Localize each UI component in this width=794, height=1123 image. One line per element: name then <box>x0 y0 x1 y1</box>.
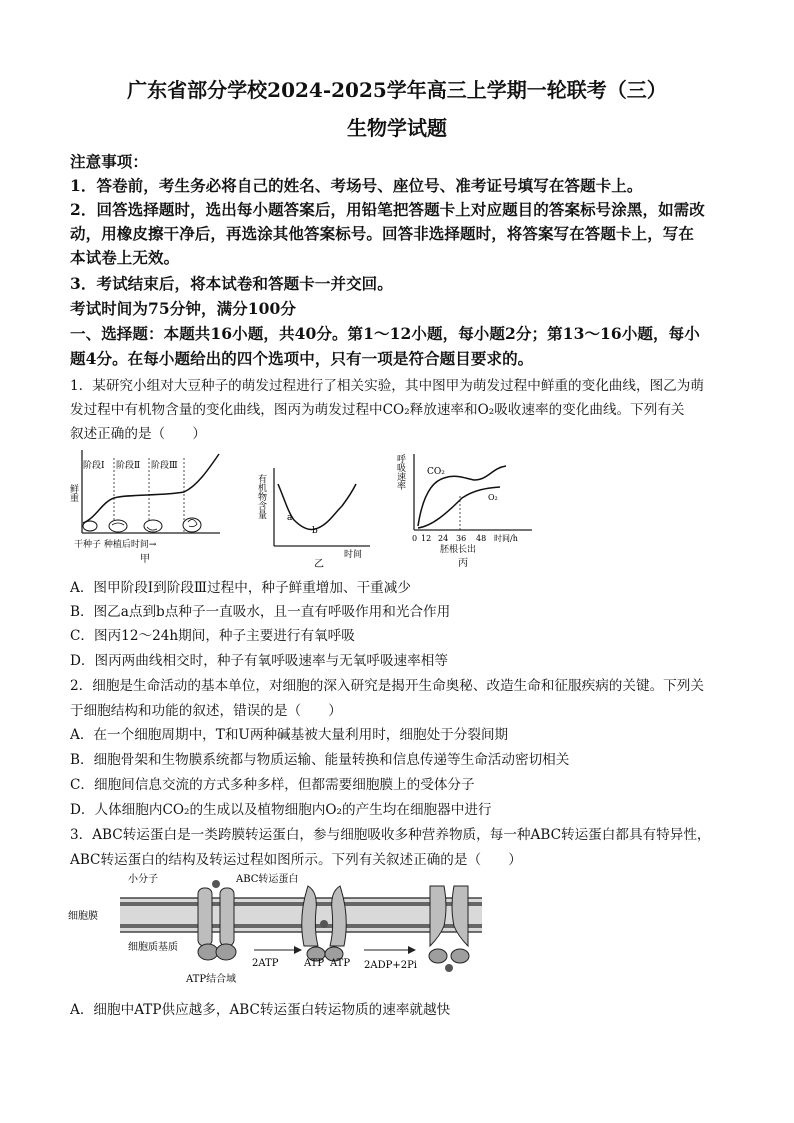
q2-option-c: C．细胞间信息交流的方式多种多样，但都需要细胞膜上的受体分子 <box>70 777 475 793</box>
x-axis-label: 干种子 种植后时间→ <box>74 540 157 550</box>
atp-binding-domain-label: ATP结合域 <box>186 974 237 985</box>
y-axis-label: 有机物含量 <box>256 474 266 519</box>
q2-stem-2: 于细胞结构和功能的叙述，错误的是（ ） <box>70 703 342 719</box>
y-axis-label: 鲜重 <box>68 484 78 502</box>
point-b-label: b <box>312 526 318 536</box>
q1-stem-1: 1．某研究小组对大豆种子的萌发过程进行了相关实验，其中图甲为萌发过程中鲜重的变化曲线，图乙为萌 <box>70 378 704 394</box>
abc-transporter-label: ABC转运蛋白 <box>236 874 299 885</box>
section-1-line-1: 一、选择题：本题共16小题，共40分。第1～12小题，每小题2分；第13～16小题，每小 <box>70 324 700 343</box>
notice-item-3: 3．考试结束后，将本试卷和答题卡一并交回。 <box>70 274 393 293</box>
x-axis-label: 时间 <box>344 550 363 560</box>
q2-option-a: A．在一个细胞周期中，T和U两种碱基被大量利用时，细胞处于分裂间期 <box>70 727 509 743</box>
q1-option-d: D．图丙两曲线相交时，种子有氧呼吸速率与无氧呼吸速率相等 <box>70 653 448 669</box>
atp-a-label: ATP <box>304 958 325 969</box>
q2-stem-1: 2．细胞是生命活动的基本单位，对细胞的深入研究是揭开生命奥秘、改造生命和征服疾病的关键。下列关 <box>70 678 704 694</box>
notice-heading: 注意事项： <box>70 152 149 171</box>
tick-48: 48 <box>476 534 487 543</box>
tick-36: 36 <box>456 534 467 543</box>
section-1-line-2: 题4分。在每小题给出的四个选项中，只有一项是符合题目要求的。 <box>70 349 534 368</box>
transporter-state-2 <box>302 886 347 961</box>
adp-label: 2ADP+2Pi <box>364 960 417 971</box>
co2-label: CO₂ <box>427 467 445 477</box>
stage-2-label: 阶段Ⅱ <box>116 461 141 471</box>
tick-12: 12 <box>421 534 432 543</box>
notice-item-2-cont: 动，用橡皮擦干净后，再选涂其他答案标号。回答非选择题时，将答案写在答题卡上，写在 <box>70 224 695 243</box>
tick-0: 0 <box>412 534 418 543</box>
q1-option-b: B．图乙a点到b点种子一直吸水，且一直有呼吸作用和光合作用 <box>70 604 451 620</box>
y-axis-label: 呼吸速率 <box>395 454 405 490</box>
exam-time: 考试时间为75分钟，满分100分 <box>70 299 297 318</box>
exam-subtitle: 生物学试题 <box>347 116 447 140</box>
figure-abc-transporter <box>68 868 488 988</box>
q3-stem-2: ABC转运蛋白的结构及转运过程如图所示。下列有关叙述正确的是（ ） <box>70 852 522 868</box>
figure-caption-yi: 乙 <box>314 559 324 570</box>
o2-label: O₂ <box>488 493 498 502</box>
q2-option-d: D．人体细胞内CO₂的生成以及植物细胞内O₂的产生均在细胞器中进行 <box>70 802 492 818</box>
q1-option-a: A．图甲阶段Ⅰ到阶段Ⅲ过程中，种子鲜重增加、干重减少 <box>70 580 411 596</box>
atp-2-label: 2ATP <box>252 958 279 969</box>
q1-option-c: C．图丙12～24h期间，种子主要进行有氧呼吸 <box>70 628 355 644</box>
small-molecule-label: 小分子 <box>128 874 158 885</box>
membrane-label: 细胞膜 <box>68 911 98 922</box>
notice-item-1: 1．答卷前，考生务必将自己的姓名、考场号、座位号、准考证号填写在答题卡上。 <box>70 176 643 195</box>
notice-item-2: 2．回答选择题时，选出每小题答案后，用铅笔把答题卡上对应题目的答案标号涂黑，如需改 <box>70 200 705 219</box>
q2-option-b: B．细胞骨架和生物膜系统都与物质运输、能量转换和信息传递等生命活动密切相关 <box>70 752 570 768</box>
q1-stem-2: 发过程中有机物含量的变化曲线，图丙为萌发过程中CO₂释放速率和O₂吸收速率的变化曲线。下列有关 <box>70 402 685 418</box>
tick-24: 24 <box>438 534 449 543</box>
figure-bing-respiration-rate <box>396 450 536 572</box>
notice-item-2-end: 本试卷上无效。 <box>70 248 180 267</box>
stage-3-label: 阶段Ⅲ <box>151 461 178 471</box>
radicle-note: 胚根长出 <box>440 545 477 555</box>
figure-yi-organic-content <box>258 462 378 570</box>
q1-stem-3: 叙述正确的是（ ） <box>70 426 206 442</box>
q3-option-a: A．细胞中ATP供应越多，ABC转运蛋白转运物质的速率就越快 <box>70 1002 451 1018</box>
figure-caption-jia: 甲 <box>140 554 150 565</box>
exam-title: 广东省部分学校2024-2025学年高三上学期一轮联考（三） <box>127 78 667 102</box>
point-a-label: a <box>287 513 293 523</box>
q3-stem-1: 3．ABC转运蛋白是一类跨膜转运蛋白，参与细胞吸收多种营养物质，每一种ABC转运蛋白都具有特异性， <box>70 827 711 843</box>
figure-jia-fresh-weight <box>68 448 222 570</box>
atp-b-label: ATP <box>330 958 351 969</box>
x-axis-label: 时间/h <box>494 534 518 543</box>
figure-caption-bing: 丙 <box>458 558 468 569</box>
stage-1-label: 阶段Ⅰ <box>83 461 105 471</box>
matrix-label: 细胞质基质 <box>128 942 178 953</box>
